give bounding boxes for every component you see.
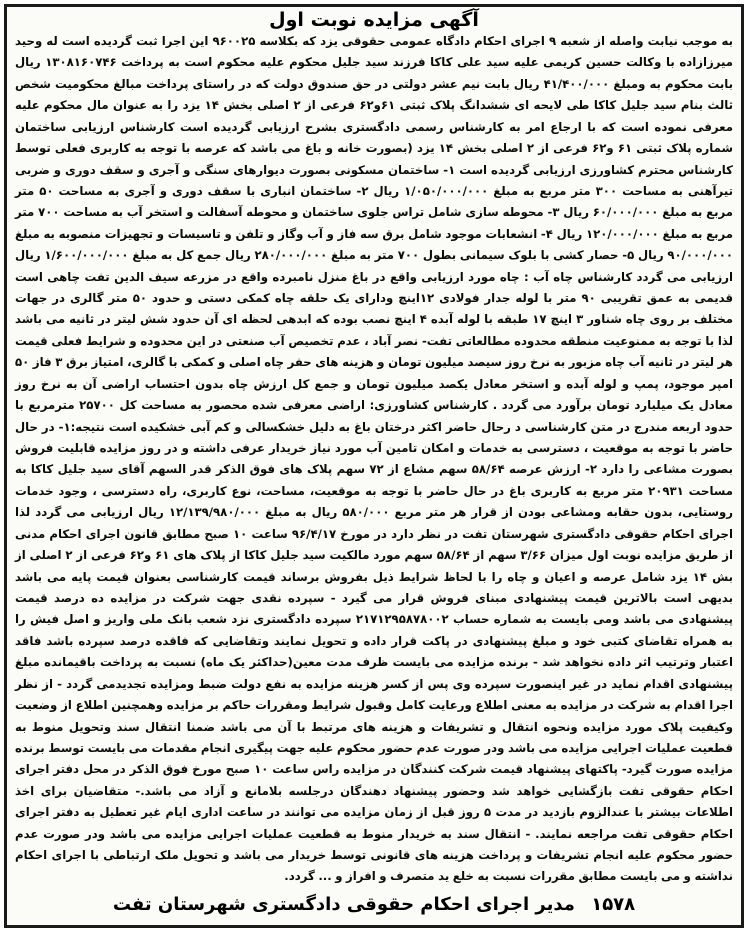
notice-signatory: مدیر اجرای احکام حقوقی دادگستری شهرستان تفت	[112, 894, 575, 915]
auction-notice	[4, 4, 744, 928]
notice-body: به موجب نیابت واصله از شعبه ۹ اجرای احکام دادگاه عمومی حقوقی یزد که بکلاسه ۹۶۰۰۲۵ این اجرا ثبت گردیده است له وحید میرزازاده با وکالت حسین کریمی علیه سید علی کاکا فرزند سید جلیل محکوم علیه محکوم است به پرداخت ۱۳۰۸۱۶۰۷۴۶ ریال بابت محکوم به ومبلغ ۴۱/۴۰۰/۰۰۰ ریال بابت نیم عشر دولتی در حق صندوق دولت که در راستای پرداخت مبالغ محکومیت شخص ثالث بنام سید جلیل کاکا طی لایحه ای ششدانگ پلاک ثبتی ۶۱و۶۲ فرعی از ۲ اصلی بخش ۱۴ یزد را به عنوان مال محکوم علیه معرفی نموده است که با ارجاع امر به کارشناس رسمی دادگستری بشرح ارزیابی گردیده است کارشناس ارزیابی ساختمان شماره پلاک ثبتی ۶۱ و۶۲ فرعی از ۲ اصلی بخش ۱۴ یزد (بصورت خانه و باغ می باشد که عرصه با توجه به کاربری فعلی توسط کارشناس محترم کشاورزی ارزیابی گردیده است ۱- ساختمان مسکونی بصورت دیوارهای سنگی و آجری و سقف دوری و ضربی تیرآهنی به مساحت ۳۰۰ متر مربع به مبلغ ۱/۰۵۰/۰۰۰/۰۰۰ ریال ۲- ساختمان انباری با سقف دوری و آجری به مساحت ۵۰ متر مربع به مبلغ ۶۰/۰۰۰/۰۰۰ ریال ۳- محوطه سازی شامل تراس جلوی ساختمان و محوطه آسفالت و استخر آب به مساحت ۷۰۰ متر مربع به مبلغ ۱۲۰/۰۰۰/۰۰۰ ریال ۴- انشعابات موجود شامل برق سه فاز و آب وگاز و تلفن و تاسیسات و تجهیزات منصوبه به مبلغ ۹۰/۰۰۰/۰۰۰ ریال ۵- حصار کشی با بلوک سیمانی بطول ۷۰۰ متر به مبلغ ۲۸۰/۰۰۰/۰۰۰ ریال جمع کل به مبلغ ۱/۶۰۰/۰۰۰/۰۰۰ ریال ارزیابی می گردد کارشناس چاه آب : چاه مورد ارزیابی واقع در باغ منزل نامبرده واقع در مزرعه سیف الدین تفت چاهی است قدیمی به عمق تقریبی ۹۰ متر با لوله جدار فولادی ۱۲اینچ ودارای یک حلقه چاه کمکی دستی و حدود ۵۰ متر گالری در جهات مختلف بر روی چاه شناور ۳ اینچ ۱۷ طبقه با لوله آبده ۴ اینچ نصب بوده که ابدهی لحظه ای آن حدود شش لیتر در ثانیه می باشد لذا با توجه به ممنوعیت منطقه محدوده مطالعاتی تفت- نصر آباد ، عدم تخصیص آب صنعتی در این محدوده و شرایط فعلی قیمت هر لیتر در ثانیه آب چاه مزبور به نرخ روز سیصد میلیون تومان و هزینه های حفر چاه اصلی و کمکی با گالری، امتیاز برق ۳ فاز ۵۰ امپر موجود، پمپ و لوله آبده و استخر معادل یکصد میلیون تومان و جمع کل ارزش چاه بدون احتساب اراضی آن به نرخ روز معادل یک میلیارد تومان برآورد می گردد . کارشناس کشاورزی: اراضی معرفی شده محصور به مساحت کل ۲۵۷۰۰ مترمربع با حدود اربعه مندرج در متن کارشناسی د رحال حاضر اکثر درختان باغ به دلیل خشکسالی و کم آبی خشکیده است نتیجه:۱- در حال حاضر با توجه به موقعیت ، دسترسی به خدمات و امکان تامین آب مورد نیاز خریدار عرفی داشته و در روز مزایده قابلیت فروش بصورت مشاعی را دارد ۲- ارزش عرصه ۵۸/۶۴ سهم مشاع از ۷۲ سهم پلاک های فوق الذکر قدر السهم آقای سید جلیل کاکا به مساحت ۲۰۹۳۱ متر مربع به کاربری باغ در حال حاضر با توجه به موقعیت، مساحت، نوع کاربری، راه دسترسی ، وجود خدمات روستایی، بدون حقابه ومشاعی بودن از قرار هر متر مربع ۵۸۰/۰۰۰ ریال به مبلغ ۱۲/۱۳۹/۹۸۰/۰۰۰ ریال ارزیابی می گردد لذا اجرای احکام حقوقی دادگستری شهرستان تفت در نظر دارد در مورخ ۹۶/۴/۱۷ ساعت ۱۰ صبح مطابق قانون اجرای احکام مدنی از طریق مزایده نوبت اول میزان ۳/۶۶ سهم از ۵۸/۶۴ سهم مورد مالکیت سید جلیل کاکا از پلاک های ۶۱ و۶۲ فرعی از ۲ اصلی از بش ۱۴ یزد شامل عرصه و اعیان و چاه را با لحاظ شرایط ذیل بفروش برساند قیمت کارشناسی بعنوان قیمت پایه می باشد بدیهی است بالاترین قیمت پیشنهادی مبنای فروش قرار می گیرد - سپرده نقدی جهت شرکت در مزایده ده درصد قیمت پیشنهادی می باشد ومی بایست به شماره حساب ۲۱۷۱۲۹۵۸۷۸۰۰۲ سپرده دادگستری نزد شعب بانک ملی واریز و اصل فیش را به همراه تقاضای کتبی خود و مبلغ پیشنهادی در پاکت قرار داده و تحویل نمایند وتقاضایی که فاقده درصد سپرده باشد فاقد اعتبار وترتیب اثر داده نخواهد شد - برنده مزایده می بایست ظرف مدت معین(حداکثر یک ماه) نسبت به پرداخت باقیمانده مبلغ پیشنهادی اقدام نماید در غیر اینصورت سپرده وی پس از کسر هزینه مزایده به نفع دولت ضبط ومزایده تجدیدمی گردد - از نظر اجرا اقدام به شرکت در مزایده به معنی اطلاع ورعایت کامل وقبول شرایط ومقررات حاکم بر مزایده وهمچنین اطلاع از وضعیت وکیفیت پلاک مورد مزایده ونحوه انتقال و تشریفات و هزینه های مرتبط با آن می باشد ضمنا انتقال سند وتحویل منوط به قطعیت عملیات اجرایی مزایده می باشد ودر صورت عدم حضور محکوم علیه جهت پیگیری انجام مقدمات می بایست توسط برنده مزایده صورت گیرد- پاکتهای پیشنهاد قیمت شرکت کنندگان در مزایده راس ساعت ۱۰ صبح مورخ فوق الذکر در محل دفتر اجرای احکام حقوقی تفت بازگشایی خواهد شد وحضور پیشنهاد دهندگان درجلسه بلامانع و آزاد می باشد.- متقاضیان برای اخذ اطلاعات بیشتر با عندالزوم بازدید در مدت ۵ روز قبل از زمان مزایده می توانند در ساعت اداری ایام غیر تعطیل به دفتر اجرای احکام حقوقی تفت مراجعه نمایند. - انتقال سند به خریدار منوط به قطعیت عملیات اجرایی مزایده می باشد ودر صورت عدم حضور محکوم علیه انجام تشریفات و پرداخت هزینه های قانونی توسط خریدار می باشد و تحویل ملک ارتباطی با اجرای احکام نداشته و می بایست مطابق مقررات نسبت به خلع ید متصرف و افراز و ... گردد.	[15, 34, 734, 884]
notice-footer	[7, 891, 741, 925]
notice-number: ۱۵۷۸	[591, 894, 636, 915]
notice-title: آگهی مزایده نوبت اول	[269, 9, 479, 31]
